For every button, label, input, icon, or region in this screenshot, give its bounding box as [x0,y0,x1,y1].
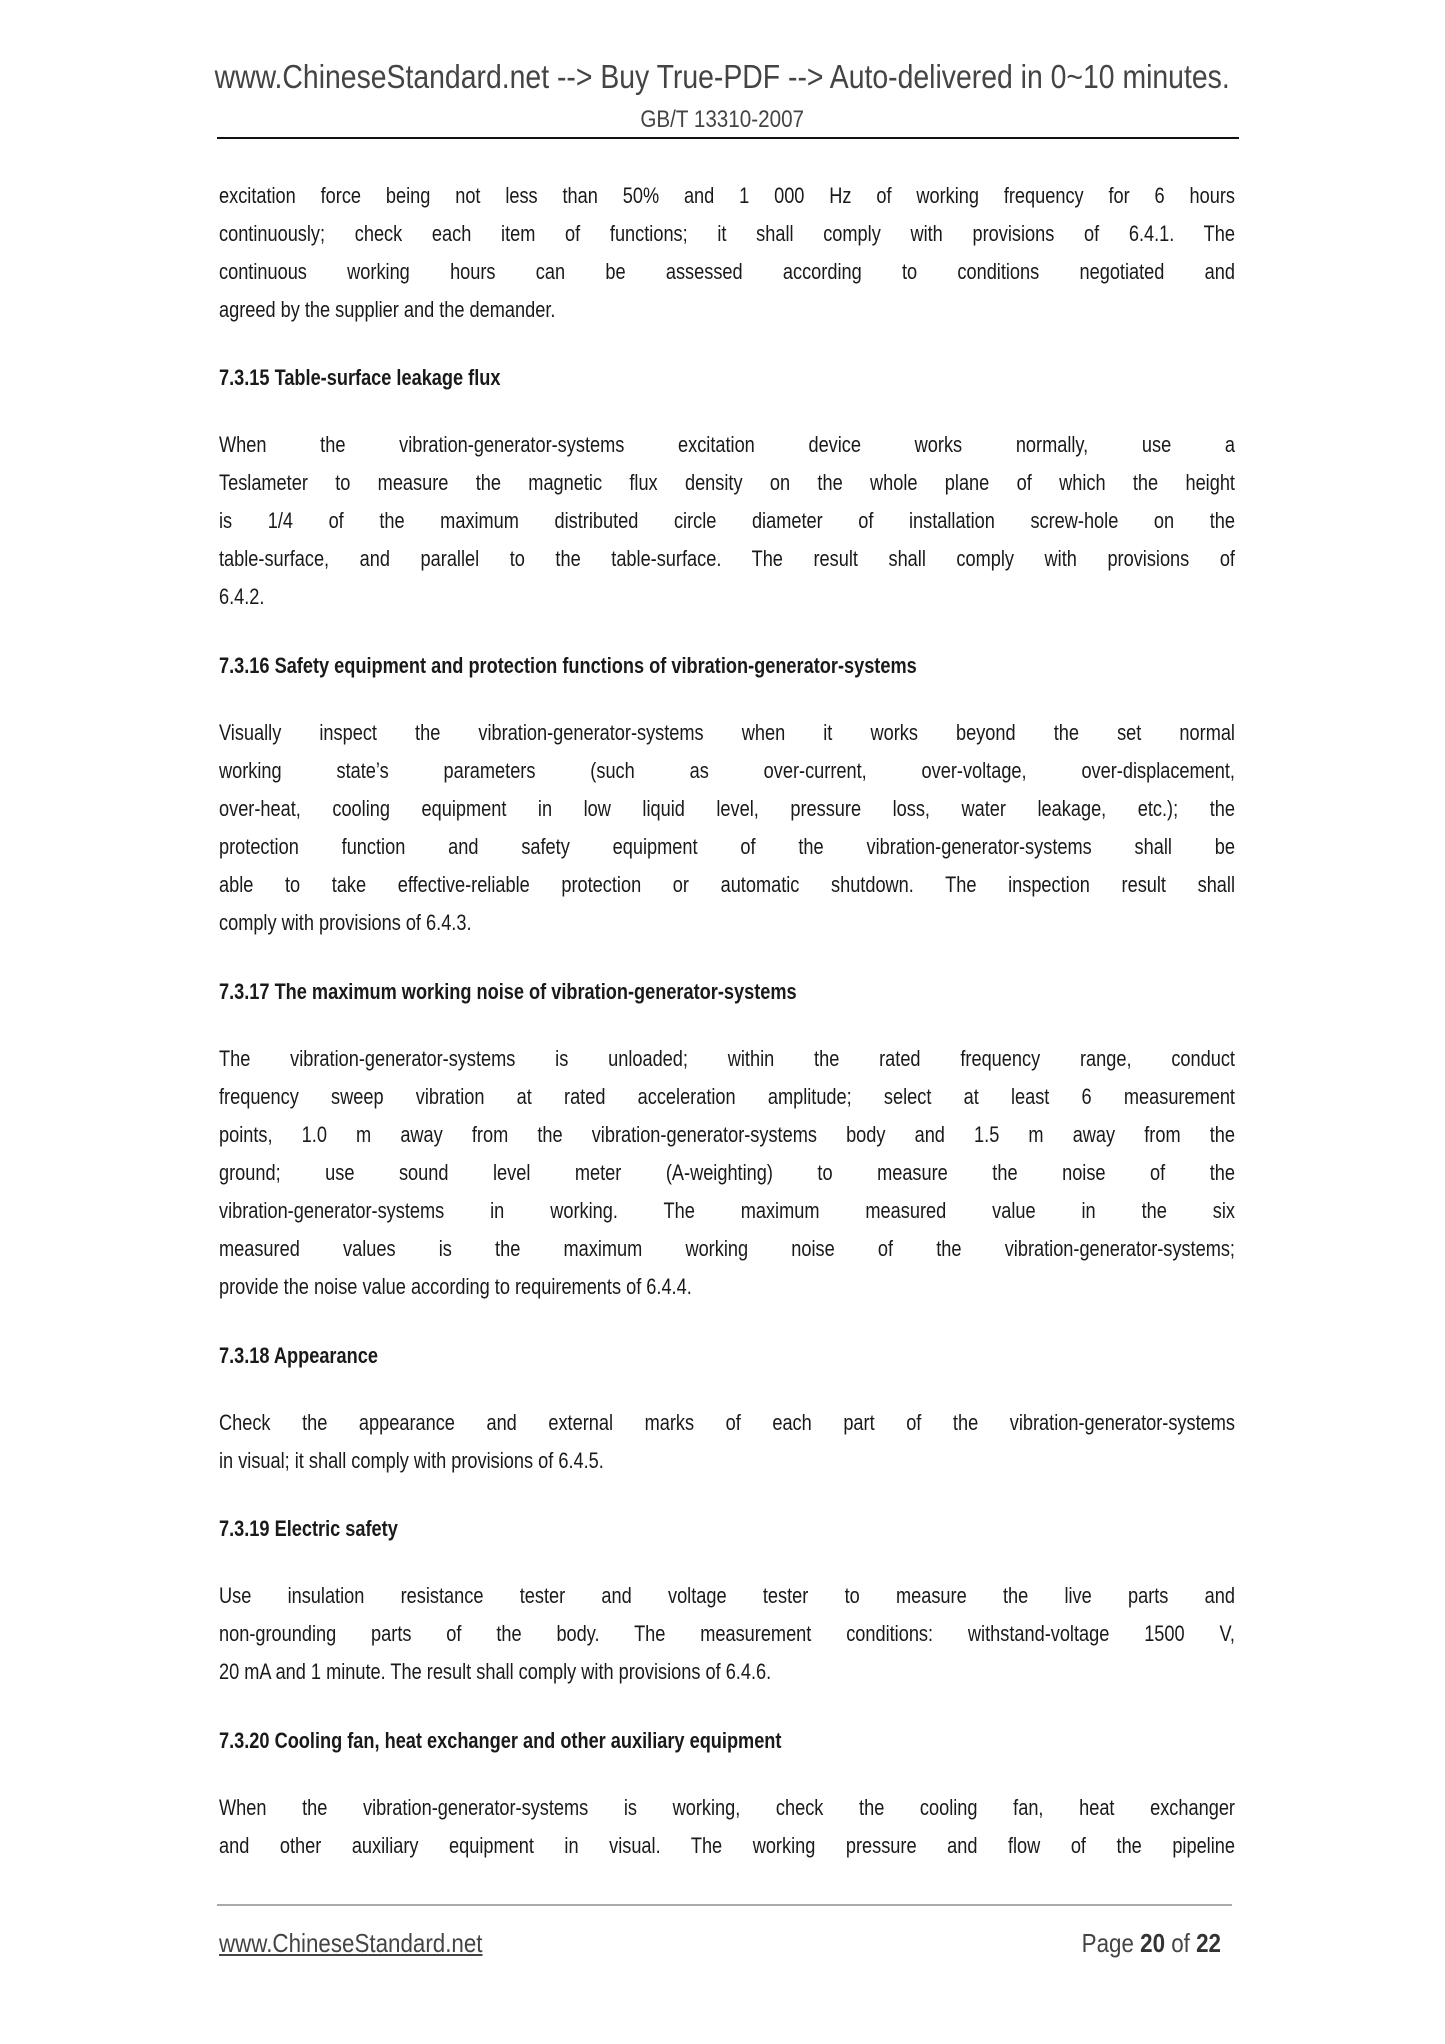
section-heading: 7.3.17 The maximum working noise of vibration-generator-systems [219,979,797,1004]
page-number [1082,1928,1221,1959]
paragraph-line: in visual; it shall comply with provisions of 6.4.5. [219,1448,604,1473]
section [219,1722,1235,1865]
paragraph-line: table-surface, and parallel to the table-surface. The result shall comply with provisions of [219,546,1235,571]
paragraph-line: continuous working hours can be assessed according to conditions negotiated and [219,259,1235,284]
section-heading: 7.3.15 Table-surface leakage flux [219,365,501,390]
section [219,177,1235,329]
paragraph-line: 20 mA and 1 minute. The result shall comply with provisions of 6.4.6. [219,1659,772,1684]
paragraph-line: working state’s parameters (such as over-current, over-voltage, over-displacement, [219,758,1235,783]
paragraph-line: Use insulation resistance tester and voltage tester to measure the live parts and [219,1583,1235,1608]
paragraph-line: frequency sweep vibration at rated acceleration amplitude; select at least 6 measurement [219,1084,1235,1109]
paragraph-line: When the vibration-generator-systems excitation device works normally, use a [219,432,1235,457]
paragraph-line: agreed by the supplier and the demander. [219,297,556,322]
footer-divider [217,1904,1232,1906]
section-heading: 7.3.19 Electric safety [219,1516,398,1541]
banner-text: www.ChineseStandard.net --> Buy True-PDF --> Auto-delivered in 0~10 minutes. [214,58,1231,95]
section [219,1337,1235,1480]
standard-text: GB/T 13310-2007 [640,106,805,133]
paragraph-line: The vibration-generator-systems is unloaded; within the rated frequency range, conduct [219,1046,1235,1071]
paragraph-line: and other auxiliary equipment in visual. The working pressure and flow of the pipeline [219,1833,1235,1858]
paragraph-line: non-grounding parts of the body. The measurement conditions: withstand-voltage 1500 V, [219,1621,1235,1646]
header-banner [0,58,1445,96]
paragraph-line: vibration-generator-systems in working. The maximum measured value in the six [219,1198,1235,1223]
header-divider [217,137,1239,139]
paragraph-line: comply with provisions of 6.4.3. [219,910,472,935]
paragraph-line: measured values is the maximum working noise of the vibration-generator-systems; [219,1236,1235,1261]
paragraph-line: able to take effective-reliable protection or automatic shutdown. The inspection result shall [219,872,1235,897]
standard-number [0,106,1445,134]
paragraph-line: Visually inspect the vibration-generator-systems when it works beyond the set normal [219,720,1235,745]
paragraph-line: is 1/4 of the maximum distributed circle diameter of installation screw-hole on the [219,508,1235,533]
footer-link[interactable]: www.ChineseStandard.net [219,1928,483,1958]
paragraph-line: over-heat, cooling equipment in low liquid level, pressure loss, water leakage, etc.); the [219,796,1235,821]
paragraph-line: protection function and safety equipment of the vibration-generator-systems shall be [219,834,1235,859]
section-heading: 7.3.16 Safety equipment and protection functions of vibration-generator-systems [219,653,917,678]
paragraph-line: ground; use sound level meter (A-weighting) to measure the noise of the [219,1160,1235,1185]
paragraph-line: excitation force being not less than 50% and 1 000 Hz of working frequency for 6 hours [219,183,1235,208]
current-page: 20 [1140,1928,1166,1958]
section-heading: 7.3.18 Appearance [219,1343,378,1368]
paragraph-line: points, 1.0 m away from the vibration-generator-systems body and 1.5 m away from the [219,1122,1235,1147]
paragraph-line: Check the appearance and external marks of each part of the vibration-generator-systems [219,1410,1235,1435]
paragraph-line: 6.4.2. [219,584,265,609]
paragraph-line: continuously; check each item of functions; it shall comply with provisions of 6.4.1. The [219,221,1235,246]
of-label: of [1171,1928,1190,1958]
paragraph-line: When the vibration-generator-systems is working, check the cooling fan, heat exchanger [219,1795,1235,1820]
section [219,647,1235,942]
section [219,359,1235,616]
paragraph-line: Teslameter to measure the magnetic flux density on the whole plane of which the height [219,470,1235,495]
paragraph-line: provide the noise value according to requirements of 6.4.4. [219,1274,692,1299]
section [219,973,1235,1306]
section [219,1510,1235,1691]
page-label: Page [1081,1928,1134,1958]
total-pages: 22 [1196,1928,1221,1958]
section-heading: 7.3.20 Cooling fan, heat exchanger and other auxiliary equipment [219,1728,782,1753]
